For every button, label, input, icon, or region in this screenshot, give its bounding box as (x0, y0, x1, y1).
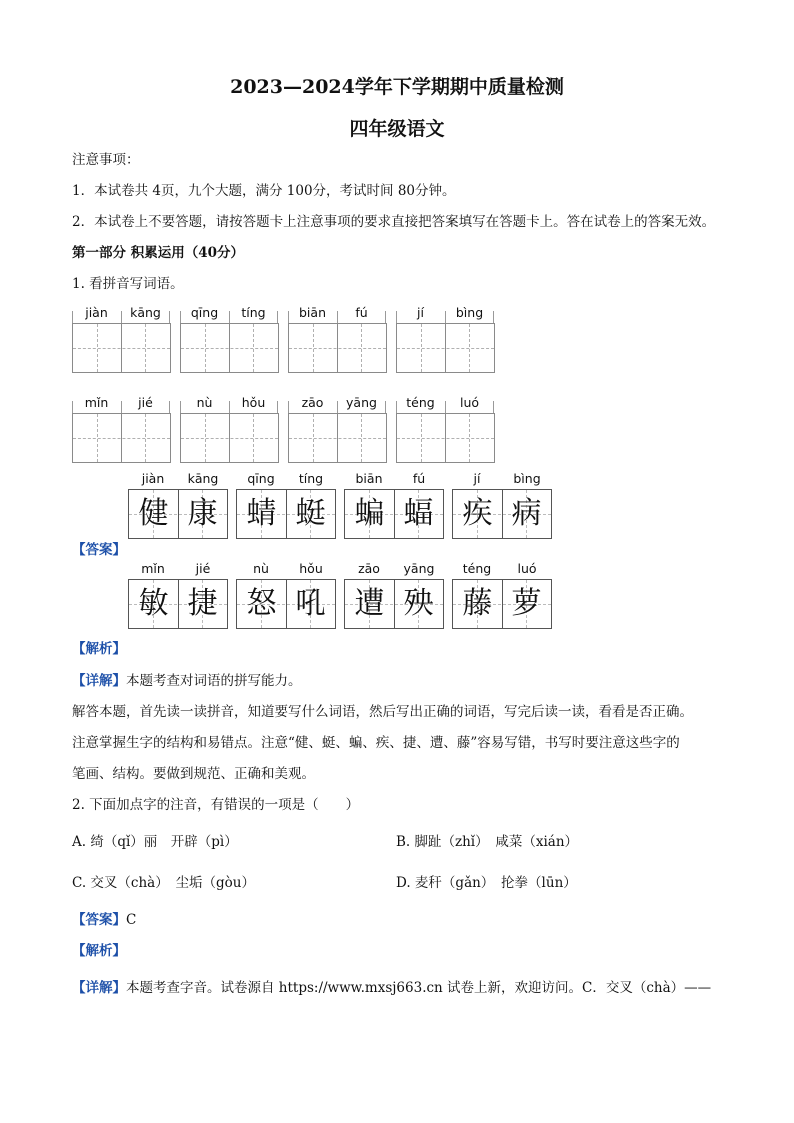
detail-text: 本题考查对词语的拼写能力。 (126, 673, 302, 689)
pinyin-label: hǒu (241, 395, 266, 410)
pinyin-label: jiàn (141, 471, 165, 486)
answer-character: 萝 (511, 586, 542, 621)
answer-character: 蝠 (403, 496, 434, 531)
pinyin-label: mǐn (84, 395, 109, 410)
writing-boxes[interactable] (288, 323, 387, 373)
pinyin-label: luó (459, 395, 480, 410)
answer-character: 疾 (462, 496, 493, 531)
detail-label: 【详解】 (72, 673, 126, 689)
pinyin-label: qīng (190, 305, 219, 320)
detail-label: 【详解】 (72, 980, 126, 996)
answer-grid-group (128, 471, 228, 541)
answer-label: 【答案】 (72, 912, 126, 928)
pinyin-label: fú (412, 471, 426, 486)
pinyin-label: jiàn (85, 305, 108, 320)
pinyin-grid-group[interactable] (288, 395, 387, 463)
pinyin-label: bìng (513, 471, 541, 486)
pinyin-label: jí (417, 305, 424, 320)
notes-heading: 注意事项： (72, 152, 140, 168)
pinyin-label: bìng (455, 305, 484, 320)
answer-character: 吼 (295, 586, 326, 621)
answer-label: 【答案】 (72, 542, 126, 558)
option-d[interactable]: D. 麦秆（gǎn） 抡拳（lūn） (396, 875, 577, 891)
pinyin-label: mǐn (141, 561, 165, 576)
writing-boxes[interactable] (396, 323, 495, 373)
pinyin-label: qīng (247, 471, 275, 486)
pinyin-label: kāng (130, 305, 161, 320)
answer-character: 蜻 (246, 496, 277, 531)
pinyin-label: zāo (301, 395, 324, 410)
pinyin-label: tíng (298, 471, 324, 486)
writing-boxes[interactable] (288, 413, 387, 463)
analysis-paragraph: 笔画、结构。要做到规范、正确和美观。 (72, 766, 315, 782)
pinyin-label: kāng (187, 471, 219, 486)
answer-character: 遭 (354, 586, 385, 621)
answer-character: 蝙 (354, 496, 385, 531)
answer-character: 藤 (462, 586, 493, 621)
writing-boxes[interactable] (72, 323, 171, 373)
answer-grid-group (344, 471, 444, 541)
answer-grid-group (128, 561, 228, 631)
pinyin-grid-group[interactable] (72, 395, 171, 463)
analysis-paragraph: 注意掌握生字的结构和易错点。注意“健、蜓、蝙、疾、捷、遭、藤”容易写错，书写时要注意这些字的 (72, 735, 680, 751)
pinyin-label: zāo (358, 561, 380, 576)
pinyin-label: biān (355, 471, 383, 486)
pinyin-label: luó (517, 561, 537, 576)
q2-detail-line (72, 979, 711, 997)
detail-text: 本题考查字音。试卷源自 https://www.mxsj663.cn 试卷上新，欢迎访问。C．交叉（chà）—— (126, 980, 712, 996)
answer-grid-group (236, 561, 336, 631)
answer-character: 康 (187, 496, 218, 531)
pinyin-grid-group[interactable] (72, 305, 171, 373)
answer-character: 怒 (246, 586, 277, 621)
exam-subtitle: 四年级语文 (349, 118, 445, 140)
pinyin-grid-group[interactable] (180, 305, 279, 373)
pinyin-grid-group[interactable] (180, 395, 279, 463)
pinyin-label: téng (462, 561, 492, 576)
question-2-prompt: 2. 下面加点字的注音，有错误的一项是（ ） (72, 797, 360, 813)
answer-value: C (126, 912, 137, 928)
answer-grid-group (236, 471, 336, 541)
detail-line (72, 672, 302, 690)
pinyin-label: hǒu (299, 561, 323, 576)
pinyin-label: yāng (346, 395, 377, 410)
answer-character: 健 (138, 496, 169, 531)
pinyin-grid-group[interactable] (288, 305, 387, 373)
writing-boxes[interactable] (72, 413, 171, 463)
answer-character: 蜓 (295, 496, 326, 531)
pinyin-label: jí (473, 471, 481, 486)
answer-grid-group (452, 471, 552, 541)
option-a[interactable]: A. 绮（qǐ）丽 开辟（pì） (72, 834, 238, 850)
answer-character: 殃 (403, 586, 434, 621)
pinyin-label: yāng (403, 561, 435, 576)
pinyin-label: téng (406, 395, 435, 410)
analysis-paragraph: 解答本题，首先读一读拼音，知道要写什么词语，然后写出正确的词语，写完后读一读，看看是否正确。 (72, 704, 693, 720)
notes-item-1: 1．本试卷共 4页，九个大题，满分 100分，考试时间 80分钟。 (72, 183, 456, 199)
pinyin-label: fú (355, 305, 368, 320)
pinyin-label: biān (299, 305, 326, 320)
option-c[interactable]: C. 交叉（chà） 尘垢（gòu） (72, 875, 255, 891)
section-heading: 第一部分 积累运用（40分） (72, 245, 244, 261)
exam-title: 2023—2024学年下学期期中质量检测 (230, 76, 564, 98)
answer-character: 敏 (138, 586, 169, 621)
writing-boxes[interactable] (180, 413, 279, 463)
pinyin-grid-group[interactable] (396, 395, 495, 463)
notes-item-2: 2．本试卷上不要答题，请按答题卡上注意事项的要求直接把答案填写在答题卡上。答在试卷上的答案无效。 (72, 214, 716, 230)
pinyin-label: jié (138, 395, 153, 410)
analysis-label: 【解析】 (72, 641, 126, 657)
writing-boxes[interactable] (396, 413, 495, 463)
pinyin-label: nù (253, 561, 269, 576)
pinyin-label: tíng (241, 305, 266, 320)
pinyin-label: nù (196, 395, 213, 410)
answer-grid-group (344, 561, 444, 631)
question-1-prompt: 1. 看拼音写词语。 (72, 276, 184, 292)
option-b[interactable]: B. 脚趾（zhǐ） 咸菜（xián） (396, 834, 579, 850)
answer-character: 病 (511, 496, 542, 531)
answer-grid-group (452, 561, 552, 631)
writing-boxes[interactable] (180, 323, 279, 373)
q2-answer-line (72, 911, 136, 929)
analysis-label: 【解析】 (72, 943, 126, 959)
pinyin-label: jié (195, 561, 211, 576)
answer-character: 捷 (187, 586, 218, 621)
pinyin-grid-group[interactable] (396, 305, 495, 373)
